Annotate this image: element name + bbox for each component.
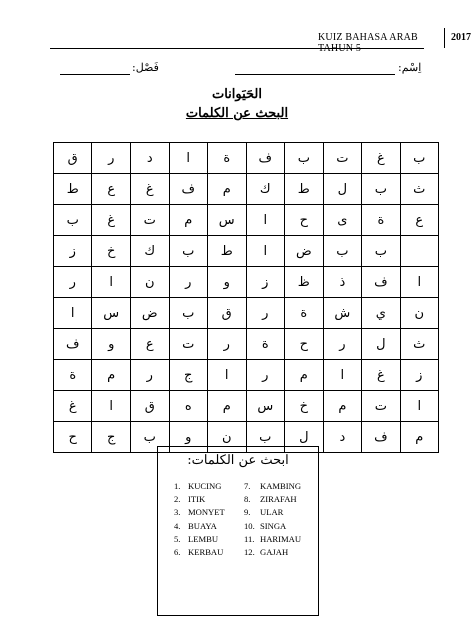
word-list-item	[244, 506, 301, 519]
word-text: HARIMAU	[260, 533, 302, 544]
grid-cell[interactable]: خ	[285, 391, 324, 422]
word-text: BUAYA	[188, 520, 217, 531]
grid-cell[interactable]: ف	[54, 329, 92, 360]
word-text: KERBAU	[188, 547, 224, 558]
grid-cell[interactable]: ة	[54, 360, 92, 391]
grid-cell[interactable]: ة	[285, 298, 324, 329]
word-list-item	[174, 506, 225, 519]
word-list-column-1	[174, 480, 225, 559]
grid-cell[interactable]: ر	[54, 267, 92, 298]
grid-cell[interactable]: ب	[323, 236, 362, 267]
grid-cell[interactable]: ف	[246, 143, 285, 174]
grid-cell[interactable]: ا	[246, 236, 285, 267]
quiz-year: 2017	[451, 32, 471, 43]
grid-row	[54, 391, 439, 422]
word-text: MONYET	[188, 507, 225, 518]
word-search-grid	[53, 142, 439, 453]
grid-cell[interactable]: ج	[92, 422, 131, 453]
word-list-title: ابحث عن الكلمات:	[187, 453, 289, 468]
quiz-title: KUIZ BAHASA ARAB	[318, 32, 418, 43]
grid-cell[interactable]: ك	[130, 236, 169, 267]
grid-cell[interactable]: ط	[54, 174, 92, 205]
grid-cell[interactable]: م	[207, 174, 246, 205]
grid-cell[interactable]: م	[323, 391, 362, 422]
grid-cell[interactable]: ا	[400, 267, 438, 298]
word-text: GAJAH	[260, 547, 289, 558]
grid-cell[interactable]: م	[400, 422, 438, 453]
grid-cell[interactable]: م	[169, 205, 207, 236]
grid-cell[interactable]: ل	[362, 329, 400, 360]
grid-cell[interactable]: ب	[362, 174, 400, 205]
word-list-box	[157, 446, 319, 616]
grid-row	[54, 329, 439, 360]
grid-cell[interactable]: ر	[169, 267, 207, 298]
grid-cell[interactable]: ت	[169, 329, 207, 360]
grid-cell[interactable]: ا	[92, 391, 131, 422]
class-blank-line	[60, 74, 130, 75]
grid-cell[interactable]: غ	[54, 391, 92, 422]
word-text: ITIK	[188, 494, 206, 505]
grid-cell[interactable]: ب	[246, 422, 285, 453]
grid-cell[interactable]: ز	[246, 267, 285, 298]
grid-cell[interactable]: م	[92, 360, 131, 391]
word-number: 1.	[174, 481, 181, 491]
grid-cell[interactable]: ر	[92, 143, 131, 174]
grid-cell[interactable]: ة	[246, 329, 285, 360]
instruction-heading: البحث عن الكلمات	[185, 106, 289, 121]
grid-cell[interactable]: ث	[400, 329, 438, 360]
word-number: 9.	[244, 507, 251, 518]
word-list-item	[174, 520, 225, 533]
grid-cell[interactable]: ق	[130, 391, 169, 422]
grid-cell[interactable]: و	[92, 329, 131, 360]
grid-cell[interactable]: ن	[207, 422, 246, 453]
grid-cell[interactable]: ع	[92, 174, 131, 205]
word-number: 7.	[244, 481, 251, 491]
grid-cell[interactable]: ز	[54, 236, 92, 267]
word-text: KAMBING	[260, 481, 302, 491]
grid-cell[interactable]: ر	[207, 329, 246, 360]
grid-cell[interactable]: ع	[130, 329, 169, 360]
grid-cell[interactable]: م	[207, 391, 246, 422]
word-list-item	[174, 533, 225, 546]
header-divider	[444, 28, 445, 48]
grid-cell[interactable]: ض	[130, 298, 169, 329]
grid-cell[interactable]: ف	[362, 267, 400, 298]
grid-cell[interactable]: ض	[285, 236, 324, 267]
grid-cell[interactable]: غ	[92, 205, 131, 236]
grid-cell[interactable]: غ	[362, 143, 400, 174]
grid-cell[interactable]	[400, 236, 438, 267]
word-list-item	[244, 533, 301, 546]
grid-cell[interactable]: ي	[362, 298, 400, 329]
word-number: 2.	[174, 494, 181, 505]
grid-cell[interactable]: د	[130, 143, 169, 174]
grid-cell[interactable]: س	[207, 205, 246, 236]
word-number: 8.	[244, 494, 251, 505]
grid-cell[interactable]: ع	[400, 205, 438, 236]
grid-cell[interactable]: ت	[130, 205, 169, 236]
grid-cell[interactable]: ة	[207, 143, 246, 174]
word-list-item	[174, 480, 225, 493]
grid-cell[interactable]: ا	[400, 391, 438, 422]
grid-cell[interactable]: ظ	[285, 267, 324, 298]
word-number: 4.	[174, 520, 181, 531]
grid-cell[interactable]: ا	[54, 298, 92, 329]
grid-cell[interactable]: ا	[92, 267, 131, 298]
class-field[interactable]	[60, 61, 170, 77]
word-text: LEMBU	[188, 533, 219, 544]
word-number: 12.	[244, 547, 255, 558]
grid-cell[interactable]: ر	[246, 298, 285, 329]
name-label: اِسْم:	[398, 61, 422, 74]
grid-cell[interactable]: غ	[130, 174, 169, 205]
word-number: 3.	[174, 507, 181, 518]
grid-cell[interactable]: ط	[207, 236, 246, 267]
word-list-column-2	[244, 480, 301, 559]
grid-cell[interactable]: ث	[400, 174, 438, 205]
word-list-item	[174, 546, 225, 559]
grid-cell[interactable]: ه	[169, 391, 207, 422]
worksheet-header	[50, 28, 471, 48]
header-rule	[50, 48, 424, 49]
grid-cell[interactable]: س	[92, 298, 131, 329]
grid-cell[interactable]: ب	[130, 422, 169, 453]
grid-row	[54, 298, 439, 329]
word-list-item	[244, 480, 301, 493]
word-list-item	[244, 493, 301, 506]
grid-cell[interactable]: ف	[169, 174, 207, 205]
grid-row	[54, 360, 439, 391]
word-number: 6.	[174, 547, 181, 558]
grid-cell[interactable]: ح	[285, 329, 324, 360]
grid-cell[interactable]: غ	[362, 360, 400, 391]
grid-cell[interactable]: ة	[362, 205, 400, 236]
grid-cell[interactable]: و	[169, 422, 207, 453]
grid-row	[54, 174, 439, 205]
grid-cell[interactable]: ن	[130, 267, 169, 298]
grid-cell[interactable]: ك	[246, 174, 285, 205]
grid-cell[interactable]: ب	[362, 236, 400, 267]
name-field[interactable]	[235, 61, 425, 77]
word-number: 11.	[244, 533, 255, 544]
grid-cell[interactable]: ل	[285, 422, 324, 453]
topic-heading: الحَيَوانات	[211, 87, 263, 102]
grid-row	[54, 267, 439, 298]
grid-cell[interactable]: ن	[400, 298, 438, 329]
grid-cell[interactable]: د	[323, 422, 362, 453]
grid-row	[54, 205, 439, 236]
grid-cell[interactable]: ب	[285, 143, 324, 174]
grid-cell[interactable]: ر	[130, 360, 169, 391]
grid-cell[interactable]: ب	[400, 143, 438, 174]
grid-cell[interactable]: ر	[323, 329, 362, 360]
word-text: ULAR	[260, 507, 284, 518]
word-list-item	[244, 520, 301, 533]
grid-cell[interactable]: ل	[323, 174, 362, 205]
grid-cell[interactable]: ج	[169, 360, 207, 391]
grid-cell[interactable]: ب	[169, 236, 207, 267]
grid-cell[interactable]: ى	[323, 205, 362, 236]
grid-cell[interactable]: ب	[54, 205, 92, 236]
grid-cell[interactable]: ط	[285, 174, 324, 205]
grid-cell[interactable]: ح	[285, 205, 324, 236]
grid-cell[interactable]: م	[285, 360, 324, 391]
grid-cell[interactable]: ت	[362, 391, 400, 422]
class-label: فَصْل:	[132, 61, 159, 74]
grid-row	[54, 236, 439, 267]
word-list-item	[174, 493, 225, 506]
grid-cell[interactable]: ز	[400, 360, 438, 391]
grid-row	[54, 143, 439, 174]
word-text: ZIRAFAH	[260, 494, 297, 505]
name-blank-line	[235, 74, 395, 75]
grid-cell[interactable]: ش	[323, 298, 362, 329]
grid-cell[interactable]: ا	[207, 360, 246, 391]
grid-cell[interactable]: س	[246, 391, 285, 422]
grid-cell[interactable]: و	[207, 267, 246, 298]
word-number: 5.	[174, 533, 181, 544]
grid-cell[interactable]: ر	[246, 360, 285, 391]
grid-cell[interactable]: ق	[207, 298, 246, 329]
grid-cell[interactable]: ا	[323, 360, 362, 391]
grid-cell[interactable]: ا	[169, 143, 207, 174]
word-list-item	[244, 546, 301, 559]
grid-cell[interactable]: ت	[323, 143, 362, 174]
grid-cell[interactable]: ذ	[323, 267, 362, 298]
word-text: KUCING	[188, 481, 222, 491]
grid-cell[interactable]: ب	[169, 298, 207, 329]
grid-cell[interactable]: ح	[54, 422, 92, 453]
grid-cell[interactable]: ف	[362, 422, 400, 453]
grid-cell[interactable]: ا	[246, 205, 285, 236]
grid-cell[interactable]: ق	[54, 143, 92, 174]
word-text: SINGA	[260, 520, 287, 531]
word-number: 10.	[244, 520, 255, 531]
grid-cell[interactable]: خ	[92, 236, 131, 267]
